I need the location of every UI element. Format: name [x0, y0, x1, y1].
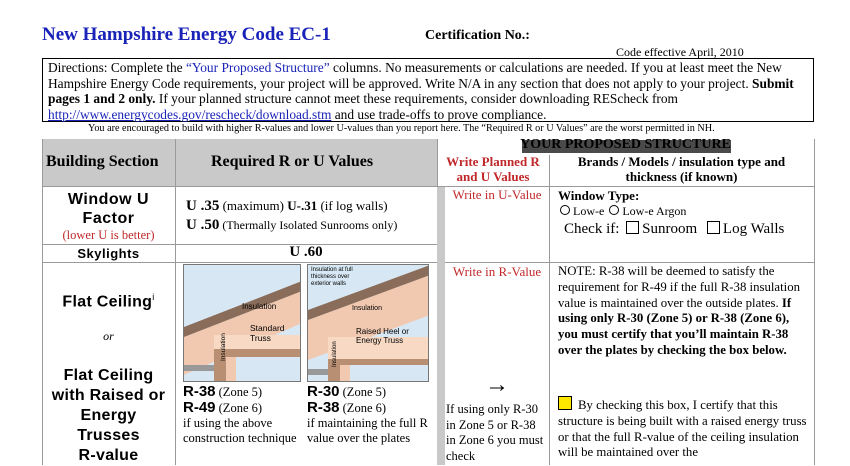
ceiling-req-r38: R-38: [183, 383, 216, 400]
directions-box: [42, 58, 814, 122]
rescheck-download-link[interactable]: http://www.energycodes.gov/rescheck/download.stm: [48, 106, 332, 122]
ceiling-req-r38b: R-38: [307, 399, 340, 416]
check-if-label: Check if:: [564, 221, 620, 237]
ceiling-certify-statement: [558, 396, 808, 461]
header-your-proposed-structure: YOUR PROPOSED STRUCTURE: [520, 137, 731, 152]
raised-label-line5: R-value: [78, 447, 139, 464]
raised-label-line1: Flat Ceiling: [63, 367, 154, 384]
log-walls-checkbox[interactable]: [707, 221, 720, 234]
ceiling-req-note1: if using the above construction technique: [183, 416, 297, 445]
code-effective-date: Code effective April, 2010: [616, 45, 744, 59]
window-type-options: [558, 204, 686, 219]
ceiling-if-using-note: If using only R-30 in Zone 5 or R-38 in Zone 6 you must check: [446, 402, 544, 463]
fig1-insulation-label: Insulation: [242, 302, 277, 311]
window-req-maximum: (maximum): [219, 198, 288, 213]
directions-text-4: and use trade-offs to prove compliance.: [331, 106, 547, 122]
header-write-planned: Write Planned R and U Values: [446, 154, 540, 184]
standard-truss-diagram: [183, 264, 301, 382]
low-e-radio[interactable]: [560, 205, 570, 215]
window-u-factor-label: [42, 190, 175, 228]
ceiling-req-r49: R-49: [183, 399, 216, 416]
certify-checkbox[interactable]: [558, 396, 572, 410]
ceiling-req-r30: R-30: [307, 383, 340, 400]
header-brands-models: Brands / Models / insulation type and thickness (if known): [577, 154, 786, 184]
sunroom-checkbox[interactable]: [626, 221, 639, 234]
window-req-log-u: U-.31: [287, 198, 318, 213]
window-write-u-value[interactable]: Write in U-Value: [452, 187, 542, 202]
right-arrow-icon: →: [485, 372, 509, 398]
fig2-insulation-label: Insulation: [352, 305, 382, 312]
ceiling-req-note2: if maintaining the full R value over the plates: [307, 416, 428, 445]
your-proposed-structure-highlight: “Your Proposed Structure”: [185, 60, 330, 75]
skylights-req: U .60: [289, 244, 323, 260]
window-req-line2: [186, 217, 397, 234]
raised-label-line3: Energy: [80, 407, 137, 424]
raised-truss-label: [42, 366, 175, 466]
ceiling-req-r30-zone: (Zone 5): [339, 385, 387, 399]
ceiling-req-r38b-zone: (Zone 6): [339, 401, 387, 415]
directions-lead: Directions:: [48, 60, 108, 75]
skylights-label: Skylights: [77, 246, 140, 261]
window-type-label: Window Type:: [558, 188, 640, 203]
directions-text-1: Complete the: [107, 60, 186, 75]
fig2-side-insulation-label: Insulation: [332, 341, 338, 367]
submit-instruction: Submit pages 1 and 2 only.: [48, 75, 794, 107]
header-proposed-cell: [437, 139, 814, 186]
page-title: New Hampshire Energy Code EC-1: [42, 24, 331, 45]
ceiling-note-text: NOTE: R-38 will be deemed to satisfy the requirement for R-49 if the full R-38 insulation value is maintained over the outside plates.: [558, 264, 801, 310]
raised-label-line2: with Raised or: [51, 387, 166, 404]
encourage-note: You are encouraged to build with higher R-values and lower U-values than you report here. The “Required R or U Values” are the worst permitted in NH.: [88, 123, 715, 134]
ceiling-req-option1: [183, 384, 303, 446]
low-e-argon-option: Low-e Argon: [622, 204, 687, 218]
ceiling-write-r-value[interactable]: Write in R-Value: [452, 264, 542, 279]
flat-ceiling-text: Flat Ceiling: [62, 293, 153, 311]
directions-text-2: columns. No measurements or calculations are needed. If you at least meet the New Hampshire Energy Code requirements, your project will be approved. Write N/A in any section that does not apply to your project.: [48, 60, 782, 91]
window-label-line2: Factor: [82, 210, 135, 227]
low-e-option: Low-e: [573, 204, 605, 218]
window-label-line1: Window U: [67, 191, 150, 208]
flat-ceiling-label: [42, 292, 175, 311]
window-lower-u-note: (lower U is better): [62, 228, 155, 242]
header-required-values: Required R or U Values: [211, 153, 374, 170]
certify-text: By checking this box, I certify that this structure is being built with a raised energy truss or that the full R-value of the ceiling insulation will be maintained over the: [558, 398, 807, 460]
ceiling-req-option2: [307, 384, 433, 446]
fig2-full-thickness-note: Insulation at full thickness over exterior walls: [311, 267, 353, 287]
flat-ceiling-footnote: i: [152, 292, 155, 302]
fig1-side-insulation-label: Insulation: [220, 333, 227, 361]
directions-text-3: If your planned structure cannot meet these requirements, consider downloading REScheck from: [155, 91, 678, 107]
window-req-sunroom-note: (Thermally Isolated Sunrooms only): [219, 218, 398, 232]
window-check-if-row: [564, 221, 784, 238]
window-req-line1: [186, 198, 388, 215]
certification-label: Certification No.:: [425, 28, 530, 43]
raised-label-line4: Trusses: [77, 427, 140, 444]
header-building-section: Building Section: [46, 153, 159, 170]
sunroom-label: Sunroom: [642, 221, 698, 237]
ceiling-or-label: or: [103, 329, 114, 343]
header-building-section-cell: [42, 139, 175, 186]
fig1-standard-truss-label: Standard Truss: [250, 323, 285, 343]
ceiling-note-bold: If using only R-30 (Zone 5) or R-38 (Zone 6), you must certify that you’ll maintain R-38 over the plates by checking the box below.: [558, 295, 792, 357]
window-req-u50: U .50: [186, 217, 220, 233]
window-req-u35: U .35: [186, 198, 220, 214]
log-walls-label: Log Walls: [722, 221, 785, 237]
window-req-log-note: (if log walls): [317, 198, 388, 213]
ceiling-note: [558, 264, 808, 359]
ceiling-req-r49-zone: (Zone 6): [215, 401, 263, 415]
fig2-raised-heel-label: Raised Heel or Energy Truss: [356, 327, 409, 345]
header-required-cell: [175, 139, 437, 186]
low-e-argon-radio[interactable]: [609, 205, 619, 215]
ceiling-req-r38-zone: (Zone 5): [215, 385, 263, 399]
raised-heel-truss-diagram: [307, 264, 429, 382]
